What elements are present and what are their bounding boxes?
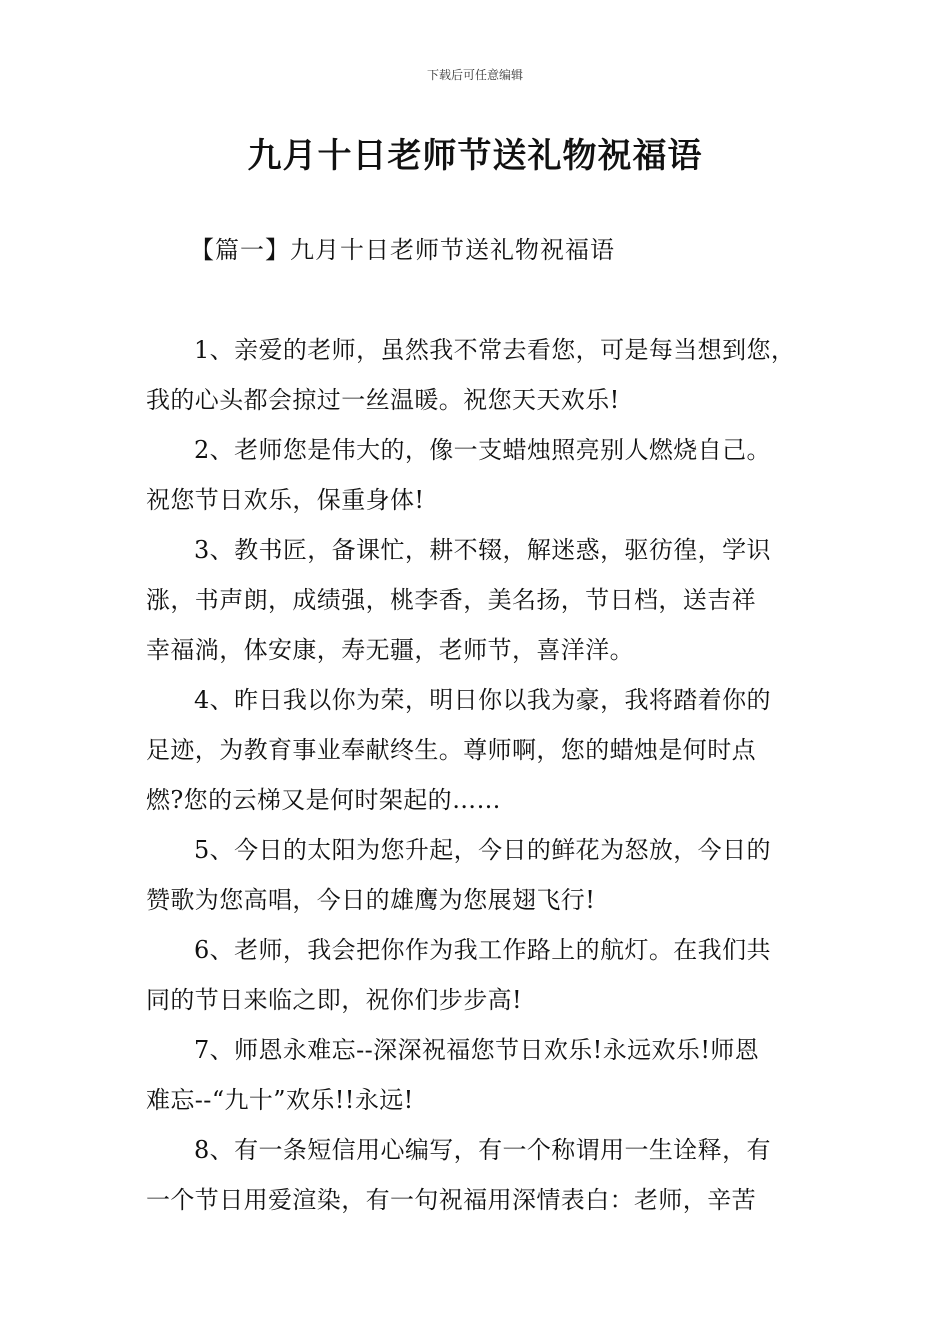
- paragraph-line: 同的节日来临之即，祝你们步步高!: [146, 986, 523, 1014]
- paragraph-line: 涨，书声朗，成绩强，桃李香，美名扬，节日档，送吉祥: [146, 586, 756, 614]
- paragraph-line: 4、昨日我以你为荣，明日你以我为豪，我将踏着你的: [194, 686, 771, 714]
- paragraph-line: 6、老师，我会把你作为我工作路上的航灯。在我们共: [194, 936, 771, 964]
- paragraph-line: 我的心头都会掠过一丝温暖。祝您天天欢乐!: [146, 386, 620, 414]
- paragraph-line: 赞歌为您高唱，今日的雄鹰为您展翅飞行!: [146, 886, 596, 914]
- paragraph-line: 难忘--“九十”欢乐!!永远!: [146, 1086, 414, 1114]
- paragraph-line: 祝您节日欢乐，保重身体!: [146, 486, 425, 514]
- paragraph-line: 1、亲爱的老师，虽然我不常去看您，可是每当想到您，: [194, 336, 796, 364]
- paragraph-2: [146, 425, 816, 525]
- paragraph-3: [146, 525, 816, 675]
- paragraph-line: 一个节日用爱渲染，有一句祝福用深情表白：老师，辛苦: [146, 1186, 756, 1214]
- paragraph-line: 3、教书匠，备课忙，耕不辍，解迷惑，驱彷徨，学识: [194, 536, 771, 564]
- section-heading: 【篇一】九月十日老师节送礼物祝福语: [190, 236, 615, 264]
- paragraph-1: [146, 325, 816, 425]
- paragraph-line: 8、有一条短信用心编写，有一个称谓用一生诠释，有: [194, 1136, 771, 1164]
- paragraph-4: [146, 675, 816, 825]
- paragraph-line: 足迹，为教育事业奉献终生。尊师啊，您的蜡烛是何时点: [146, 736, 756, 764]
- paragraph-8: [146, 1125, 816, 1225]
- paragraph-line: 7、师恩永难忘--深深祝福您节日欢乐!永远欢乐!师恩: [194, 1036, 760, 1064]
- paragraph-7: [146, 1025, 816, 1125]
- document-title: 九月十日老师节送礼物祝福语: [247, 136, 703, 176]
- document-body: [146, 325, 816, 1225]
- paragraph-line: 2、老师您是伟大的，像一支蜡烛照亮别人燃烧自己。: [194, 436, 771, 464]
- paragraph-6: [146, 925, 816, 1025]
- paragraph-line: 5、今日的太阳为您升起，今日的鲜花为怒放，今日的: [194, 836, 771, 864]
- paragraph-line: 幸福淌，体安康，寿无疆，老师节，喜洋洋。: [146, 636, 634, 664]
- paragraph-line: 燃?您的云梯又是何时架起的……: [146, 786, 501, 814]
- header-note: 下载后可任意编辑: [426, 68, 523, 82]
- paragraph-5: [146, 825, 816, 925]
